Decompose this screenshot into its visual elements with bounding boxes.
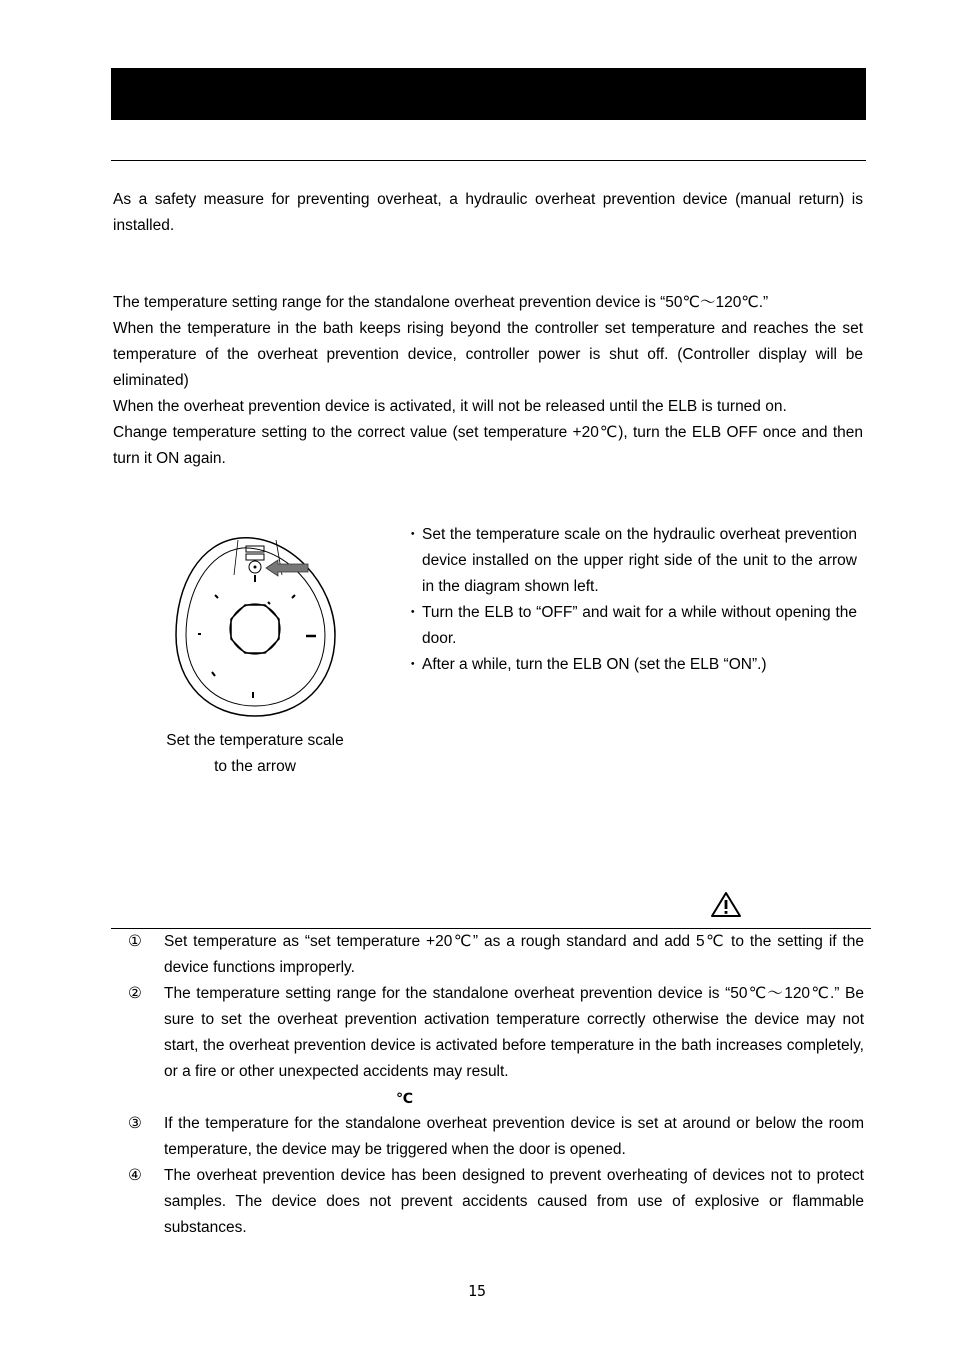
step-text: After a while, turn the ELB ON (set the ELB “ON”.)	[422, 656, 767, 673]
description-line: When the overheat prevention device is activated, it will not be released until the ELB is turned on.	[113, 398, 787, 415]
warning-triangle-icon	[710, 890, 742, 918]
tick-upper-left	[215, 595, 218, 598]
tick-upper-right	[292, 595, 295, 598]
note-text: The temperature setting range for the standalone overheat prevention device is “50℃～120℃.” Be sure to set the overheat prevention activation temperature correctly otherwise the device may not start, the overheat prevention device is activated before temperature in the bath increases completely, or a fire or other unexpected accidents may result.	[164, 985, 864, 1080]
note-number: ③	[128, 1115, 142, 1132]
dial-body	[176, 538, 335, 716]
center-knob-circle	[230, 604, 280, 654]
list-item	[128, 929, 864, 981]
caption-line: to the arrow	[214, 758, 296, 775]
note-number: ②	[128, 985, 142, 1002]
step-text: Turn the ELB to “OFF” and wait for a while without opening the door.	[422, 604, 857, 647]
list-item	[405, 522, 857, 600]
step-text: Set the temperature scale on the hydraulic overheat prevention device installed on the upper right side of the unit to the arrow in the diagram shown left.	[422, 526, 857, 595]
diagram-caption	[140, 728, 370, 780]
description-block	[113, 290, 863, 472]
bullet: ・	[405, 604, 421, 621]
description-line: Change temperature setting to the correct value (set temperature +20℃), turn the ELB OFF once and then turn it ON again.	[113, 424, 863, 467]
intro-paragraph	[113, 187, 863, 239]
description-line: When the temperature in the bath keeps rising beyond the controller set temperature and reaches the set temperature of the overheat prevention device, controller power is shut off. (Controller display will be eliminated)	[113, 320, 863, 389]
header-bar	[111, 68, 866, 120]
center-octagon-knob	[231, 605, 279, 653]
tick-upper-mid-left	[268, 602, 270, 604]
overheat-dial-diagram	[170, 530, 340, 720]
scale-mark-lower	[246, 554, 264, 560]
description-line: The temperature setting range for the standalone overheat prevention device is “50℃～120℃.”	[113, 294, 769, 311]
bullet: ・	[405, 526, 421, 543]
page-number: 15	[467, 1282, 487, 1300]
list-item	[128, 1163, 864, 1241]
intro-text: As a safety measure for preventing overheat, a hydraulic overheat prevention device (manual return) is installed.	[113, 191, 863, 234]
note-text: The overheat prevention device has been designed to prevent overheating of devices not to protect samples. The device does not prevent accidents caused from use of explosive or flammable substances.	[164, 1167, 864, 1236]
top-divider	[111, 160, 866, 161]
list-item	[128, 1111, 864, 1163]
caption-line: Set the temperature scale	[166, 732, 344, 749]
scale-pointer-dot	[254, 566, 257, 569]
note-sub-symbol: ℃	[396, 1090, 413, 1106]
note-number: ①	[128, 933, 142, 950]
caution-notes	[128, 929, 864, 1241]
list-item	[128, 981, 864, 1085]
reset-steps-list	[405, 522, 857, 678]
note-number: ④	[128, 1167, 142, 1184]
note-text: If the temperature for the standalone overheat prevention device is set at around or below the room temperature, the device may be triggered when the door is opened.	[164, 1115, 864, 1158]
list-item	[405, 652, 857, 678]
list-item	[405, 600, 857, 652]
bullet: ・	[405, 656, 421, 673]
note-text: Set temperature as “set temperature +20℃” as a rough standard and add 5℃ to the setting if the device functions improperly.	[164, 933, 864, 976]
tick-lower-left	[212, 672, 215, 676]
